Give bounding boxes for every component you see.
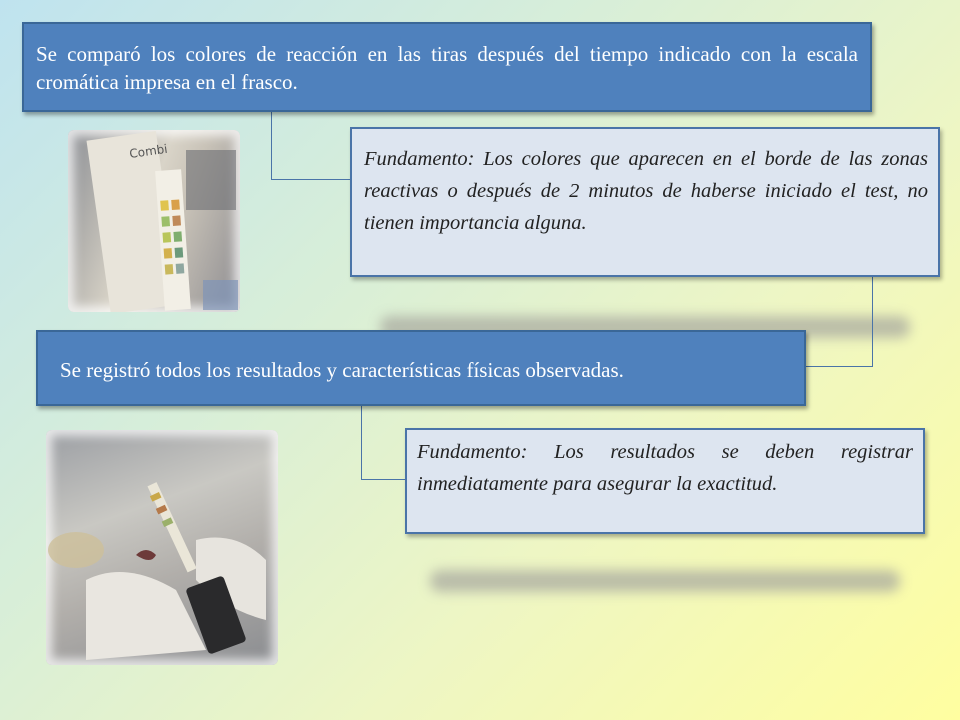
shadow-bar-bottom xyxy=(430,570,900,592)
step-compare-colors-box xyxy=(22,22,872,112)
fundamento-colors-text: Fundamento: Los colores que aparecen en el borde de las zonas reactivas o después de 2 minutos de haberse iniciado el test, no tienen importancia alguna. xyxy=(364,148,928,234)
fundamento-colors-box xyxy=(350,127,940,277)
connector-fundamento1-step2 xyxy=(806,277,873,367)
step-record-results-box xyxy=(36,330,806,406)
step-record-results-text: Se registró todos los resultados y características físicas observadas. xyxy=(60,358,624,382)
connector-step2-fundamento2 xyxy=(361,406,406,480)
fundamento-results-text: Fundamento: Los resultados se deben registrar inmediatamente para asegurar la exactitud. xyxy=(417,441,913,495)
fundamento-results-box xyxy=(405,428,925,534)
step-compare-colors-text: Se comparó los colores de reacción en las tiras después del tiempo indicado con la escala cromática impresa en el frasco. xyxy=(36,42,858,94)
connector-step1-fundamento1 xyxy=(271,112,351,180)
photo-bottle-label: Combi xyxy=(128,141,169,161)
photo-test-strip-handling-drawing xyxy=(46,430,278,665)
photo-test-strip-handling xyxy=(46,430,278,665)
photo-test-strips-bottle xyxy=(68,130,240,312)
photo-test-strips-bottle-drawing xyxy=(68,130,240,312)
